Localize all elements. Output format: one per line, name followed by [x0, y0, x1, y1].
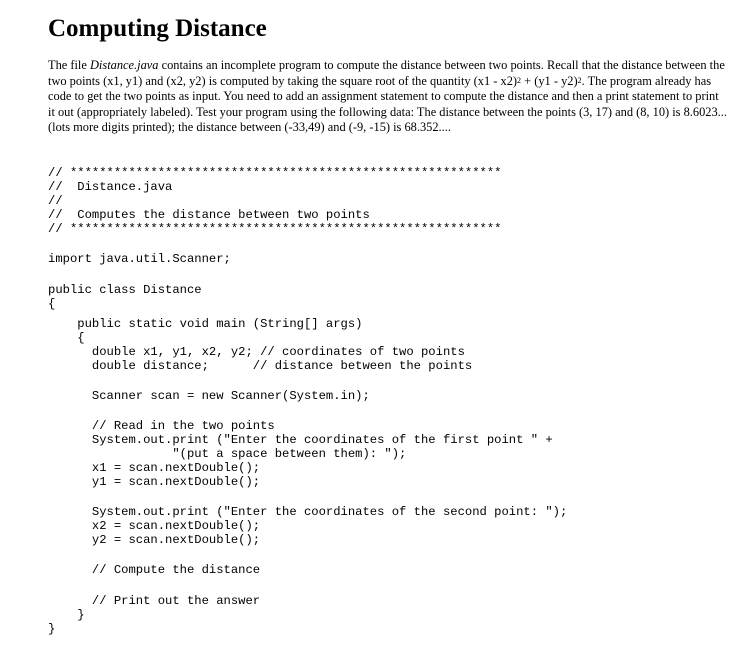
- code-line: double distance; // distance between the points: [48, 359, 473, 373]
- code-line: }: [48, 608, 85, 622]
- code-listing: [48, 0, 738, 636]
- code-line: {: [48, 297, 56, 311]
- intro-text-2: contains an incomplete program to compute the distance between two points. Recall that the distance between the two points (x1, y1) and (x2, y2) is computed by taking the square root of the quantity (x1 - x2): [48, 58, 725, 88]
- code-line: // Compute the distance: [48, 563, 261, 577]
- code-line: // Read in the two points: [48, 419, 275, 433]
- code-line: // ***********************************************************: [48, 166, 502, 180]
- code-line: Scanner scan = new Scanner(System.in);: [48, 389, 370, 403]
- code-line: x2 = scan.nextDouble();: [48, 519, 261, 533]
- code-line: import java.util.Scanner;: [48, 252, 231, 266]
- intro-superscript-2: 2: [577, 75, 582, 85]
- code-line: // Computes the distance between two points: [48, 208, 370, 222]
- code-line: double x1, y1, x2, y2; // coordinates of two points: [48, 345, 465, 359]
- intro-text-3: + (y1 - y2): [521, 73, 578, 88]
- code-line: {: [48, 331, 85, 345]
- code-line: "(put a space between them): ");: [48, 447, 407, 461]
- code-line: y1 = scan.nextDouble();: [48, 475, 261, 489]
- code-line: public class Distance: [48, 283, 202, 297]
- code-line: public static void main (String[] args): [48, 317, 363, 331]
- code-line: System.out.print ("Enter the coordinates of the first point " +: [48, 433, 553, 447]
- code-line: //: [48, 194, 63, 208]
- intro-superscript-1: 2: [517, 75, 522, 85]
- code-line: System.out.print ("Enter the coordinates of the second point: ");: [48, 505, 568, 519]
- page-title: Computing Distance: [48, 15, 267, 42]
- code-line: // ***********************************************************: [48, 222, 502, 236]
- intro-filename: Distance.java: [89, 58, 159, 72]
- intro-text-4: . The program already has code to get the two points as input. You need to add an assignment statement to compute the distance and then a print statement to print it out (appropriately labeled). Test your program using the following data: The distance between the points (3, 17) and (8, 10) is 8.6023... (lots more digits printed); the distance between (-33,49) and (-9, -15) is 68.352....: [48, 73, 727, 135]
- code-line: y2 = scan.nextDouble();: [48, 533, 261, 547]
- code-line: // Distance.java: [48, 180, 173, 194]
- code-line: x1 = scan.nextDouble();: [48, 461, 261, 475]
- code-line: // Print out the answer: [48, 594, 261, 608]
- code-line: }: [48, 622, 56, 636]
- intro-text-1: The file: [48, 58, 90, 72]
